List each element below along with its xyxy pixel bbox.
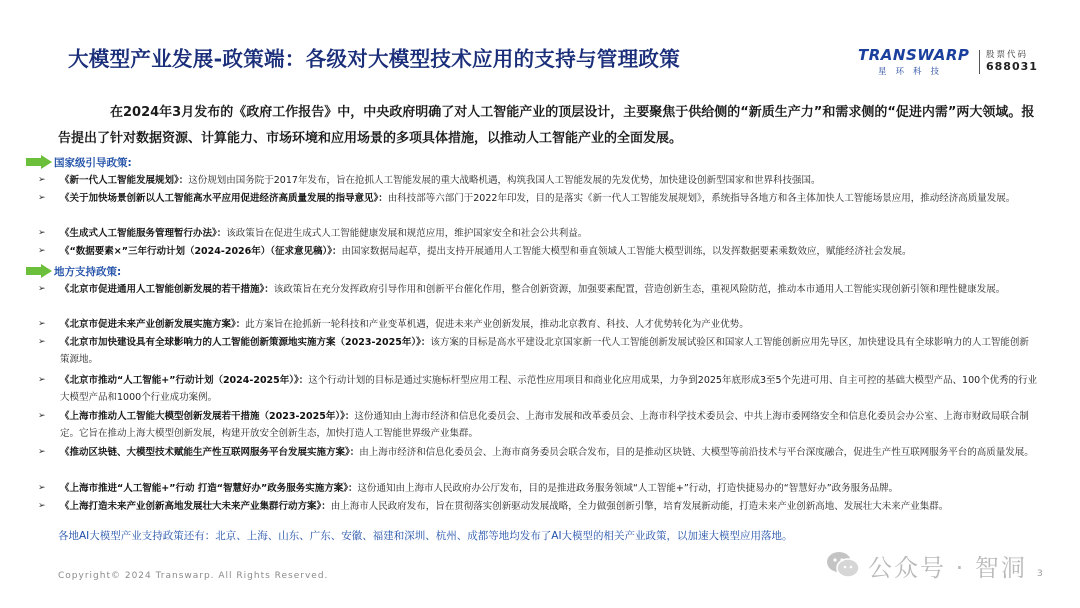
bullet-arrow-icon: ➢ xyxy=(38,284,46,294)
policy-text: 这个行动计划的目标是通过实施标杆型应用工程、示范性应用项目和商业化应用成果，力争到2025年底形成3至5个先进可用、自主可控的基础大模型产品、100个优秀的行业大模型产品和1000个行业成功案例。 xyxy=(60,375,1038,403)
national-policy-item xyxy=(38,172,1038,189)
policy-text: 由国家数据局起草，提出支持开展通用人工智能大模型和垂直领域人工智能大模型训练，以发挥数据要素乘数效应，赋能经济社会发展。 xyxy=(341,246,912,257)
local-policy-item xyxy=(38,444,1038,461)
policy-text: 这份通知由上海市人民政府办公厅发布，目的是推进政务服务领域“人工智能+”行动，打造快捷易办的“智慧好办”政务服务品牌。 xyxy=(357,483,899,494)
policy-title: 《关于加快场景创新以人工智能高水平应用促进经济高质量发展的指导意见》： xyxy=(60,193,388,204)
logo-wordmark: TRANSWARP xyxy=(858,46,970,64)
policy-title: 《推动区块链、大模型技术赋能生产性互联网服务平台发展实施方案》： xyxy=(60,447,360,458)
policy-title: 《上海市推进“人工智能+”行动 打造“智慧好办”政务服务实施方案》： xyxy=(60,483,358,494)
bullet-arrow-icon: ➢ xyxy=(38,228,46,238)
policy-text: 由科技部等六部门于2022年印发，目的是落实《新一代人工智能发展规划》，系统指导各地方和各主体加快人工智能场景应用，推动经济高质量发展。 xyxy=(387,193,1016,204)
bullet-arrow-icon: ➢ xyxy=(38,483,46,493)
local-policy-item xyxy=(38,316,1038,333)
policy-title: 《新一代人工智能发展规划》： xyxy=(60,175,189,186)
bullet-arrow-icon: ➢ xyxy=(38,501,46,511)
wechat-watermark xyxy=(826,548,1027,582)
section-national xyxy=(26,154,132,170)
policy-text: 这份通知由上海市经济和信息化委员会、上海市发展和改革委员会、上海市科学技术委员会、中共上海市委网络安全和信息化委员会办公室、上海市财政局联合制定。它旨在推动上海大模型创新发展，构建开放安全创新生态，加快打造人工智能世界级产业集群。 xyxy=(60,411,1029,439)
policy-text: 由上海市经济和信息化委员会、上海市商务委员会联合发布，目的是推动区块链、大模型等前沿技术与平台深度融合，促进生产性互联网服务平台的高质量发展。 xyxy=(359,447,1034,458)
policy-text: 该政策旨在充分发挥政府引导作用和创新平台催化作用，整合创新资源，加强要素配置，营造创新生态，重视风险防范，推动本市通用人工智能实现创新引领和理性健康发展。 xyxy=(273,284,1006,295)
intro-paragraph: 在2024年3月发布的《政府工作报告》中，中央政府明确了对人工智能产业的顶层设计，主要聚焦于供给侧的“新质生产力”和需求侧的“促进内需”两大领域。报告提出了针对数据资源、计算能力、市场环境和应用场景的多项具体措施，以推动人工智能产业的全面发展。 xyxy=(58,105,1035,146)
policy-title: 《北京市促进通用人工智能创新发展的若干措施》： xyxy=(60,284,274,295)
stock-code-label: 股票代码 xyxy=(986,50,1029,60)
local-policy-item xyxy=(38,498,1038,515)
policy-title: 《北京市推动“人工智能+”行动计划（2024-2025年）》： xyxy=(60,375,309,386)
local-policy-item xyxy=(38,408,1038,442)
bullet-arrow-icon: ➢ xyxy=(38,411,46,421)
local-policy-item xyxy=(38,480,1038,497)
policy-text: 该政策旨在促进生成式人工智能健康发展和规范应用，维护国家安全和社会公共利益。 xyxy=(226,228,588,239)
policy-title: 《上海打造未来产业创新高地发展壮大未来产业集群行动方案》： xyxy=(60,501,331,512)
wechat-icon xyxy=(826,551,860,579)
local-policy-item xyxy=(38,334,1038,368)
policy-title: 《上海市推动人工智能大模型创新发展若干措施（2023-2025年）》： xyxy=(60,411,355,422)
company-logo xyxy=(858,46,1058,76)
logo-subtitle: 星环科技 xyxy=(878,67,949,77)
section-local-label: 地方支持政策: xyxy=(54,265,122,278)
bullet-arrow-icon: ➢ xyxy=(38,337,46,347)
policy-text: 此方案旨在抢抓新一轮科技和产业变革机遇，促进未来产业创新发展，推动北京教育、科技、人才优势转化为产业优势。 xyxy=(245,319,749,330)
watermark-text: 公众号 · 智洞 xyxy=(868,553,1027,582)
national-policy-item xyxy=(38,243,1038,260)
national-policy-item xyxy=(38,225,1038,242)
policy-text: 这份规划由国务院于2017年发布，旨在抢抓人工智能发展的重大战略机遇，构筑我国人工智能发展的先发优势，加快建设创新型国家和世界科技强国。 xyxy=(188,175,821,186)
stock-code: 688031 xyxy=(986,60,1038,73)
bullet-arrow-icon: ➢ xyxy=(38,375,46,385)
policy-title: 《“数据要素×”三年行动计划（2024-2026年）（征求意见稿）》： xyxy=(60,246,342,257)
green-arrow-icon xyxy=(26,155,52,169)
policy-title: 《北京市加快建设具有全球影响力的人工智能创新策源地实施方案（2023-2025年）》： xyxy=(60,337,431,348)
bullet-arrow-icon: ➢ xyxy=(38,193,46,203)
national-policy-item xyxy=(38,190,1038,207)
policy-text: 由上海市人民政府发布，旨在贯彻落实创新驱动发展战略，全力做强创新引擎，培育发展新动能，打造未来产业创新高地、发展壮大未来产业集群。 xyxy=(330,501,949,512)
logo-divider xyxy=(979,50,980,74)
local-policy-item xyxy=(38,372,1038,406)
page-title: 大模型产业发展-政策端：各级对大模型技术应用的支持与管理政策 xyxy=(68,47,681,71)
regional-policy-summary: 各地AI大模型产业支持政策还有：北京、上海、山东、广东、安徽、福建和深圳、杭州、成都等地均发布了AI大模型的相关产业政策，以加速大模型应用落地。 xyxy=(58,530,793,542)
bullet-arrow-icon: ➢ xyxy=(38,447,46,457)
local-policy-item xyxy=(38,281,1038,298)
policy-text: 该方案的目标是高水平建设北京国家新一代人工智能创新发展试验区和国家人工智能创新应用先导区，加快建设具有全球影响力的人工智能创新策源地。 xyxy=(60,337,1029,365)
section-national-label: 国家级引导政策: xyxy=(54,156,132,169)
bullet-arrow-icon: ➢ xyxy=(38,319,46,329)
slide-background xyxy=(28,4,1052,608)
policy-title: 《生成式人工智能服务管理暂行办法》： xyxy=(60,228,227,239)
bullet-arrow-icon: ➢ xyxy=(38,175,46,185)
policy-title: 《北京市促进未来产业创新发展实施方案》： xyxy=(60,319,246,330)
bullet-arrow-icon: ➢ xyxy=(38,246,46,256)
copyright-notice: Copyright© 2024 Transwarp. All Rights Reserved. xyxy=(58,571,329,581)
page-number: 3 xyxy=(1037,569,1043,579)
green-arrow-icon xyxy=(26,264,52,278)
section-local xyxy=(26,263,121,279)
